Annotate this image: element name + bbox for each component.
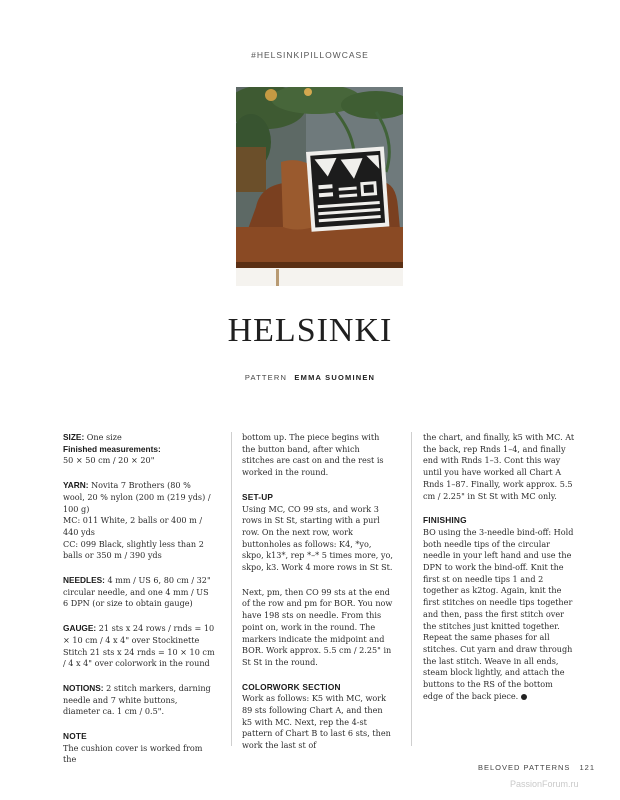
hashtag: #HELSINKIPILLOWCASE: [251, 50, 369, 60]
finished-text: 50 × 50 cm / 20 × 20": [63, 455, 155, 466]
gauge-para: [63, 623, 215, 670]
colorwork-heading: COLORWORK SECTION: [242, 681, 341, 692]
column-divider: [231, 432, 232, 746]
setup-paragraph-2: Next, pm, then CO 99 sts at the end of the row and pm for BOR. You now have 198 sts on needle. From this point on, work in the round. The markers indicate the midpoint and BOR. Work approx. 5.5 cm / 2.25" in St St in the round.: [242, 586, 393, 667]
byline-prefix: PATTERN: [244, 373, 288, 382]
notions-para: [63, 683, 215, 718]
colorwork-text: Work as follows: K5 with MC, work 89 sts following Chart A, and then k5 with MC. Next, rep the 4-st pattern of Chart B to last 6 sts, then work the last st of: [242, 693, 391, 751]
setup-paragraph-1: Using MC, CO 99 sts, and work 3 rows in St St, starting with a purl row. On the next row, work buttonholes as follows: K4, *yo, skpo, k13*, rep *–* 5 times more, yo, skpo, k3. Work 4 more rows in St St.: [242, 503, 393, 573]
pattern-title: HELSINKI: [227, 312, 393, 349]
column-3: [423, 432, 575, 702]
size-text: One size: [84, 432, 122, 442]
column-2: [242, 432, 394, 752]
page-number: 121: [579, 763, 596, 772]
note-text: The cushion cover is worked from the: [63, 742, 203, 765]
needles-para: [63, 575, 215, 610]
designer-name: EMMA SUOMINEN: [294, 373, 376, 382]
gauge-text: 21 sts x 24 rows / rnds = 10 × 10 cm / 4 x 4" over Stockinette Stitch 21 sts x 24 rnds = 10 × 10 cm / 4 x 4" over colorwork in the round: [63, 623, 215, 669]
finished-label: Finished measurements:: [63, 443, 161, 454]
notions-text: 2 stitch markers, darning needle and 7 white buttons, diameter ca. 1 cm / 0.5".: [63, 682, 211, 717]
footer-section: BELOVED PATTERNS: [478, 763, 571, 772]
watermark: PassionForum.ru: [510, 779, 579, 789]
cushion-photo: [236, 87, 403, 286]
needles-label: NEEDLES:: [63, 575, 105, 586]
column-1: [63, 432, 215, 766]
finishing-heading: FINISHING: [423, 515, 467, 526]
needles-text: 4 mm / US 6, 80 cm / 32" circular needle, and one 4 mm / US 6 DPN (or size to obtain gauge): [63, 575, 211, 609]
colorwork-continued: the chart, and finally, k5 with MC. At the back, rep Rnds 1–4, and finally end with Rnds 1–3. Cont this way until you have worked all Chart A Rnds 1–87. Finally, work approx. 5.5 cm / 2.25" in St St with MC only.: [423, 432, 575, 501]
yarn-text: Novita 7 Brothers (80 % wool, 20 % nylon (200 m (219 yds) / 100 g): [63, 480, 211, 514]
notions-label: NOTIONS:: [63, 682, 104, 693]
finishing-text: BO using the 3-needle bind-off: Hold both needle tips of the circular needle in your left hand and use the DPN to work the bind-off. Knit the first st on needle tips 1 and 2 together as k2tog. Again, knit the first stitches on needle tips together and then, pass the first stitch over the stitches just knitted together. Repeat the same phases for all stitches. Cut yarn and draw through the last stitch. Weave in all ends, steam block lightly, and attach the buttons to the RS of the bottom edge of the back piece.: [423, 526, 574, 701]
end-bullet-icon: [521, 694, 527, 700]
setup-heading: SET-UP: [242, 491, 274, 502]
size-label: SIZE:: [63, 432, 85, 442]
column-divider: [411, 432, 412, 746]
size-line: [63, 432, 215, 444]
gauge-label: GAUGE:: [63, 623, 97, 634]
yarn-cc: CC: 099 Black, slightly less than 2 balls or 350 m / 390 yds: [63, 538, 204, 561]
finishing-paragraph: [423, 527, 575, 703]
note-continued: bottom up. The piece begins with the button band, after which stitches are cast on and the rest is worked in the round.: [242, 432, 384, 478]
yarn-mc: MC: 011 White, 2 balls or 400 m / 440 yds: [63, 515, 203, 537]
note-heading: NOTE: [63, 731, 87, 742]
yarn-label: YARN:: [63, 480, 89, 491]
page-footer: [478, 763, 595, 772]
yarn-para: [63, 480, 215, 515]
byline: [0, 373, 620, 382]
